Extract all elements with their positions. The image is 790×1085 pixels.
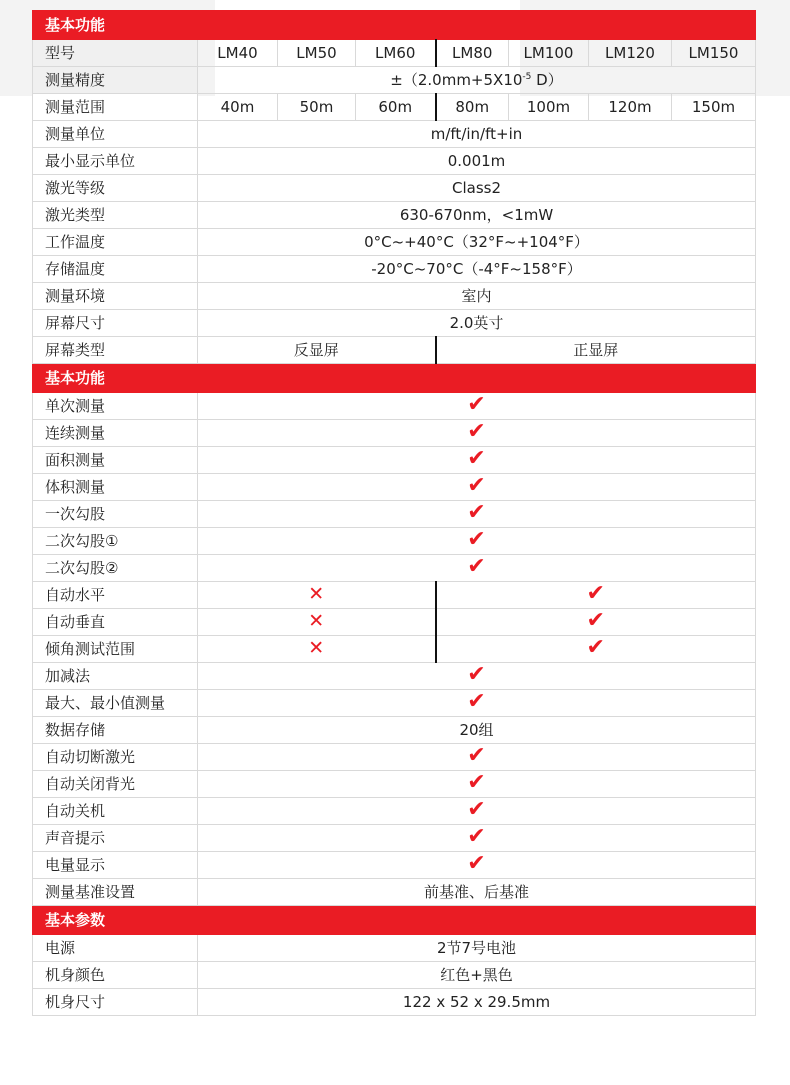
- row-label: 加减法: [33, 663, 198, 690]
- check-icon: ✔: [586, 608, 605, 633]
- range-cell: 100m: [509, 94, 589, 121]
- range-cell: 40m: [198, 94, 278, 121]
- accuracy-row: [33, 67, 756, 94]
- param-row: [33, 962, 756, 989]
- range-cell: 150m: [672, 94, 756, 121]
- feature-value: [198, 555, 756, 582]
- spec-row: [33, 202, 756, 229]
- section-header-functions: [33, 364, 756, 393]
- feature-row: [33, 474, 756, 501]
- row-label: 电量显示: [33, 852, 198, 879]
- screen-type-row: [33, 337, 756, 364]
- row-label: 自动切断激光: [33, 744, 198, 771]
- row-label: 测量范围: [33, 94, 198, 121]
- feature-value-right: [436, 636, 756, 663]
- spec-row: [33, 256, 756, 283]
- spec-row: [33, 121, 756, 148]
- row-label: 数据存储: [33, 717, 198, 744]
- row-label: 自动关机: [33, 798, 198, 825]
- feature-row: [33, 825, 756, 852]
- feature-row: [33, 744, 756, 771]
- row-label: 屏幕类型: [33, 337, 198, 364]
- range-cell: 120m: [589, 94, 672, 121]
- row-label: 体积测量: [33, 474, 198, 501]
- param-value: 2节7号电池: [198, 935, 756, 962]
- param-row: [33, 989, 756, 1016]
- model-cell: LM150: [672, 40, 756, 67]
- feature-value: [198, 825, 756, 852]
- feature-row: [33, 447, 756, 474]
- check-icon: ✔: [467, 446, 486, 471]
- row-label: 屏幕尺寸: [33, 310, 198, 337]
- row-label: 机身尺寸: [33, 989, 198, 1016]
- check-icon: ✔: [467, 662, 486, 687]
- accuracy-exponent: -5: [522, 72, 532, 82]
- feature-split-row: [33, 609, 756, 636]
- spec-value: 室内: [198, 283, 756, 310]
- check-icon: ✔: [467, 689, 486, 714]
- feature-row: [33, 798, 756, 825]
- row-label: 测量基准设置: [33, 879, 198, 906]
- check-icon: ✔: [467, 392, 486, 417]
- model-row: [33, 40, 756, 67]
- feature-split-row: [33, 582, 756, 609]
- row-label: 激光等级: [33, 175, 198, 202]
- row-label: 测量单位: [33, 121, 198, 148]
- row-label: 存储温度: [33, 256, 198, 283]
- feature-row: [33, 555, 756, 582]
- feature-row: [33, 501, 756, 528]
- check-icon: ✔: [467, 554, 486, 579]
- check-icon: ✔: [467, 851, 486, 876]
- feature-value: [198, 690, 756, 717]
- row-label: 工作温度: [33, 229, 198, 256]
- spec-value: 0.001m: [198, 148, 756, 175]
- cross-icon: ✕: [308, 610, 325, 632]
- screen-type-right: 正显屏: [436, 337, 756, 364]
- check-icon: ✔: [467, 527, 486, 552]
- feature-row: [33, 852, 756, 879]
- feature-value: [198, 798, 756, 825]
- accuracy-prefix: ±（2.0mm+5X10: [390, 71, 523, 89]
- row-label: 测量精度: [33, 67, 198, 94]
- feature-row: [33, 879, 756, 906]
- feature-value: [198, 528, 756, 555]
- spec-value: 0°C~+40°C（32°F~+104°F）: [198, 229, 756, 256]
- feature-row: [33, 663, 756, 690]
- section-title: 基本参数: [33, 906, 756, 935]
- feature-split-row: [33, 636, 756, 663]
- row-label: 最小显示单位: [33, 148, 198, 175]
- feature-value: [198, 663, 756, 690]
- range-row: [33, 94, 756, 121]
- spec-sheet: [32, 10, 755, 1016]
- range-cell: 60m: [356, 94, 436, 121]
- check-icon: ✔: [467, 500, 486, 525]
- spec-row: [33, 229, 756, 256]
- row-label: 测量环境: [33, 283, 198, 310]
- row-label: 自动关闭背光: [33, 771, 198, 798]
- check-icon: ✔: [467, 797, 486, 822]
- screen-type-left: 反显屏: [198, 337, 436, 364]
- row-label: 自动垂直: [33, 609, 198, 636]
- feature-row: [33, 420, 756, 447]
- row-label: 声音提示: [33, 825, 198, 852]
- spec-value: 2.0英寸: [198, 310, 756, 337]
- spec-table: [32, 10, 756, 1016]
- check-icon: ✔: [467, 743, 486, 768]
- row-label: 二次勾股②: [33, 555, 198, 582]
- section-header-params: [33, 906, 756, 935]
- spec-value: Class2: [198, 175, 756, 202]
- spec-row: [33, 283, 756, 310]
- feature-value-left: [198, 636, 436, 663]
- row-label: 机身颜色: [33, 962, 198, 989]
- model-cell: LM60: [356, 40, 436, 67]
- spec-value: -20°C~70°C（-4°F~158°F）: [198, 256, 756, 283]
- model-cell: LM100: [509, 40, 589, 67]
- check-icon: ✔: [467, 419, 486, 444]
- accuracy-suffix: D）: [531, 71, 563, 89]
- feature-value-right: [436, 582, 756, 609]
- model-cell: LM80: [436, 40, 509, 67]
- check-icon: ✔: [467, 824, 486, 849]
- feature-row: [33, 528, 756, 555]
- accuracy-value: [198, 67, 756, 94]
- feature-value-right: [436, 609, 756, 636]
- range-cell: 80m: [436, 94, 509, 121]
- feature-value: [198, 501, 756, 528]
- feature-value: [198, 474, 756, 501]
- model-cell: LM50: [278, 40, 356, 67]
- model-cell: LM40: [198, 40, 278, 67]
- row-label: 最大、最小值测量: [33, 690, 198, 717]
- spec-value: m/ft/in/ft+in: [198, 121, 756, 148]
- row-label: 自动水平: [33, 582, 198, 609]
- feature-value: 前基准、后基准: [198, 879, 756, 906]
- row-label: 单次测量: [33, 393, 198, 420]
- feature-value-left: [198, 609, 436, 636]
- spec-value: 630-670nm，<1mW: [198, 202, 756, 229]
- feature-value: 20组: [198, 717, 756, 744]
- feature-row: [33, 393, 756, 420]
- row-label: 电源: [33, 935, 198, 962]
- feature-value: [198, 771, 756, 798]
- param-value: 红色+黑色: [198, 962, 756, 989]
- check-icon: ✔: [586, 635, 605, 660]
- feature-value-left: [198, 582, 436, 609]
- feature-value: [198, 420, 756, 447]
- section-header-basic: [33, 11, 756, 40]
- row-label: 型号: [33, 40, 198, 67]
- feature-row: [33, 717, 756, 744]
- feature-row: [33, 690, 756, 717]
- model-cell: LM120: [589, 40, 672, 67]
- spec-row: [33, 148, 756, 175]
- param-value: 122 x 52 x 29.5mm: [198, 989, 756, 1016]
- section-title: 基本功能: [33, 11, 756, 40]
- section-title: 基本功能: [33, 364, 756, 393]
- feature-row: [33, 771, 756, 798]
- spec-row: [33, 175, 756, 202]
- param-row: [33, 935, 756, 962]
- row-label: 连续测量: [33, 420, 198, 447]
- check-icon: ✔: [467, 473, 486, 498]
- check-icon: ✔: [586, 581, 605, 606]
- row-label: 倾角测试范围: [33, 636, 198, 663]
- feature-value: [198, 393, 756, 420]
- row-label: 一次勾股: [33, 501, 198, 528]
- row-label: 激光类型: [33, 202, 198, 229]
- row-label: 二次勾股①: [33, 528, 198, 555]
- range-cell: 50m: [278, 94, 356, 121]
- check-icon: ✔: [467, 770, 486, 795]
- spec-row: [33, 310, 756, 337]
- cross-icon: ✕: [308, 583, 325, 605]
- feature-value: [198, 447, 756, 474]
- row-label: 面积测量: [33, 447, 198, 474]
- feature-value: [198, 744, 756, 771]
- feature-value: [198, 852, 756, 879]
- cross-icon: ✕: [308, 637, 325, 659]
